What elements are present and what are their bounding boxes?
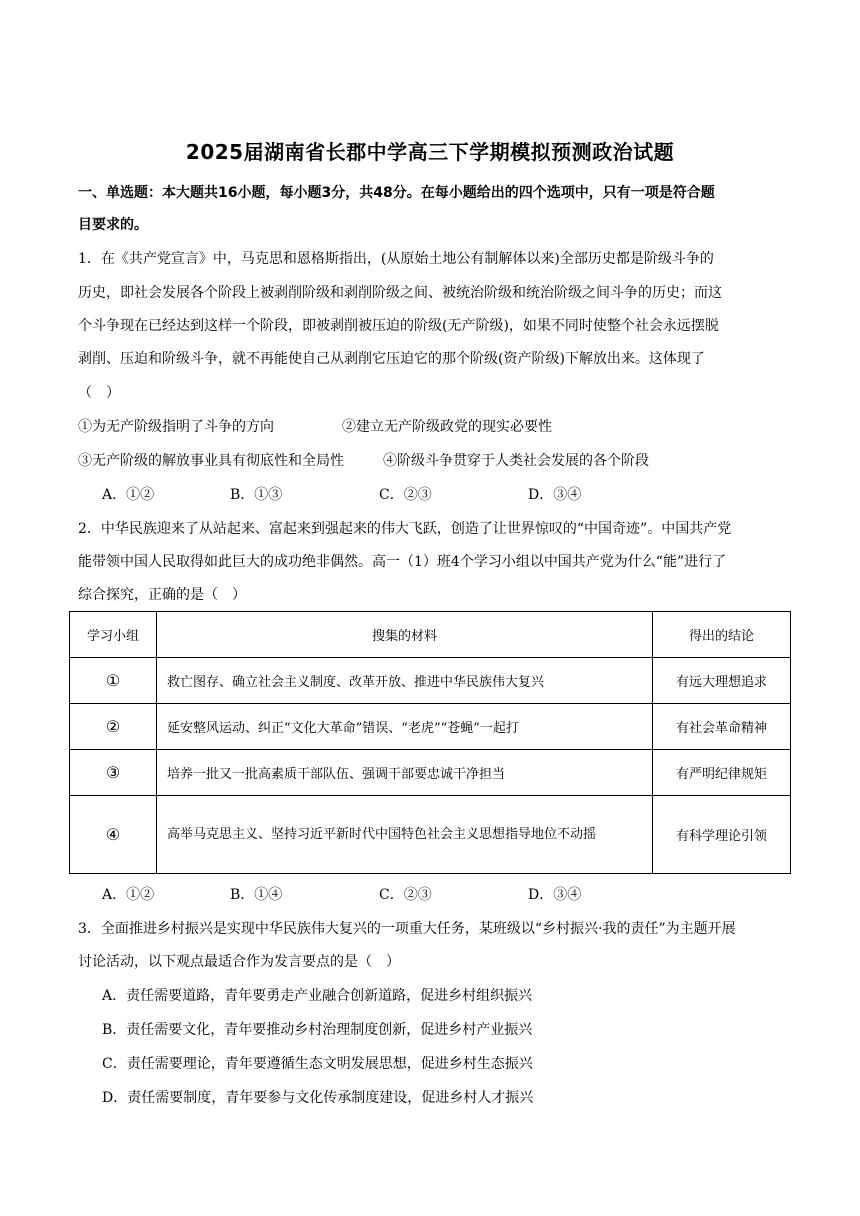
q2-option-b[interactable]: B．①④ — [230, 887, 283, 903]
material-cell: 延安整风运动、纠正“文化大革命”错误、“老虎”“苍蝇”一起打 — [157, 704, 653, 750]
material-cell: 救亡图存、确立社会主义制度、改革开放、推进中华民族伟大复兴 — [157, 658, 653, 704]
table-header-cell: 学习小组 — [70, 612, 157, 658]
group-cell: ③ — [70, 750, 157, 796]
material-cell: 高举马克思主义、坚持习近平新时代中国特色社会主义思想指导地位不动摇 — [157, 796, 653, 874]
q3-stem-line: 3．全面推进乡村振兴是实现中华民族伟大复兴的一项重大任务，某班级以“乡村振兴·我的责任”为主题开展 — [78, 921, 736, 937]
conclusion-cell: 有社会革命精神 — [653, 704, 791, 750]
table-row — [70, 750, 791, 796]
q1-option-b[interactable]: B．①③ — [230, 487, 283, 503]
group-cell: ④ — [70, 796, 157, 874]
q2-stem-line: 综合探究，正确的是（ ） — [78, 587, 246, 603]
q2-table — [69, 611, 791, 874]
q2-option-a[interactable]: A．①② — [102, 887, 155, 903]
q3-stem-line: 讨论活动，以下观点最适合作为发言要点的是（ ） — [78, 954, 400, 970]
table-row — [70, 796, 791, 874]
q3-option-c[interactable]: C．责任需要理论，青年要遵循生态文明发展思想，促进乡村生态振兴 — [102, 1056, 533, 1072]
q1-statement: ①为无产阶级指明了斗争的方向 — [78, 419, 274, 435]
q1-stem-line: 历史，即社会发展各个阶段上被剥削阶级和剥削阶级之间、被统治阶级和统治阶级之间斗争的历史；而这 — [78, 285, 722, 301]
section-heading-line1: 一、单选题：本大题共16小题，每小题3分，共48分。在每小题给出的四个选项中，只有一项是符合题 — [78, 185, 715, 201]
q3-option-a[interactable]: A．责任需要道路，青年要勇走产业融合创新道路，促进乡村组织振兴 — [102, 988, 533, 1004]
conclusion-cell: 有严明纪律规矩 — [653, 750, 791, 796]
group-cell: ② — [70, 704, 157, 750]
group-cell: ① — [70, 658, 157, 704]
section-heading-line2: 目要求的。 — [78, 217, 148, 233]
q1-stem-line: 剥削、压迫和阶级斗争，就不再能使自己从剥削它压迫它的那个阶级(资产阶级)下解放出来。这体现了 — [78, 351, 705, 367]
q2-option-c[interactable]: C．②③ — [379, 887, 432, 903]
q1-stem-line: 个斗争现在已经达到这样一个阶段，即被剥削被压迫的阶级(无产阶级)，如果不同时使整个社会永远摆脱 — [78, 318, 719, 334]
q3-option-b[interactable]: B．责任需要文化，青年要推动乡村治理制度创新，促进乡村产业振兴 — [102, 1022, 533, 1038]
q1-option-c[interactable]: C．②③ — [379, 487, 432, 503]
conclusion-cell: 有远大理想追求 — [653, 658, 791, 704]
table-header-cell: 搜集的材料 — [157, 612, 653, 658]
conclusion-cell: 有科学理论引领 — [653, 796, 791, 874]
table-header-row — [70, 612, 791, 658]
q1-stem-line: 1．在《共产党宣言》中，马克思和恩格斯指出，(从原始土地公有制解体以来)全部历史都是阶级斗争的 — [78, 251, 714, 267]
q2-stem-line: 2．中华民族迎来了从站起来、富起来到强起来的伟大飞跃，创造了让世界惊叹的“中国奇迹”。中国共产党 — [78, 521, 732, 537]
table-row — [70, 704, 791, 750]
q2-stem-line: 能带领中国人民取得如此巨大的成功绝非偶然。高一（1）班4个学习小组以中国共产党为什么“能”进行了 — [78, 554, 727, 570]
q1-option-a[interactable]: A．①② — [102, 487, 155, 503]
table-row — [70, 658, 791, 704]
material-cell: 培养一批又一批高素质干部队伍、强调干部要忠诚干净担当 — [157, 750, 653, 796]
page-title: 2025届湖南省长郡中学高三下学期模拟预测政治试题 — [185, 140, 675, 164]
q2-option-d[interactable]: D．③④ — [528, 887, 582, 903]
q1-option-d[interactable]: D．③④ — [528, 487, 582, 503]
q3-option-d[interactable]: D．责任需要制度，青年要参与文化传承制度建设，促进乡村人才振兴 — [102, 1090, 534, 1106]
q1-statement: ④阶级斗争贯穿于人类社会发展的各个阶段 — [383, 453, 649, 469]
q1-statement: ③无产阶级的解放事业具有彻底性和全局性 — [78, 453, 344, 469]
q1-statement: ②建立无产阶级政党的现实必要性 — [342, 419, 552, 435]
table-header-cell: 得出的结论 — [653, 612, 791, 658]
q1-stem-line: （ ） — [78, 385, 120, 401]
